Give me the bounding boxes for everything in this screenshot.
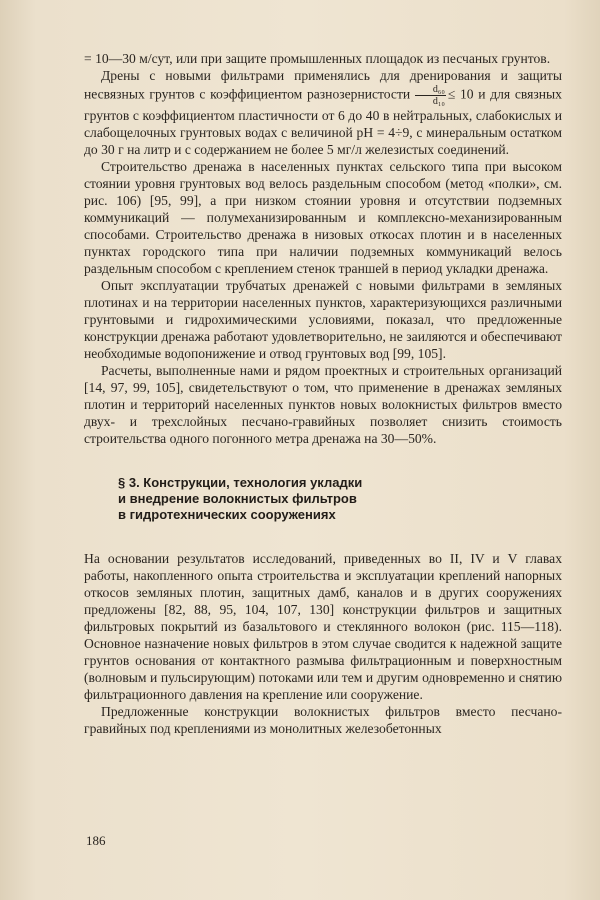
- paragraph-filter-application-text-2: ≤ 10 и для связных грунтов с коэффициентом пластичности от 6 до 40 в нейтральных, слабокислых и слабощелочных грунтовых водах с величиной pH = 4÷9, с минеральным остатком до 30 г на литр и с содержанием не более 5 мг/л железистых соединений.: [84, 86, 562, 157]
- paragraph-research-basis: На основании результатов исследований, приведенных во II, IV и V главах работы, накопленного опыта строительства и эксплуатации креплений напорных откосов земляных плотин, защитных дамб, каналов и в других сооружениях предложены [82, 88, 95, 104, 107, 130] конструкции фильтров и защитных фильтровых покрытий из базальтового и стеклянного волокон (рис. 115—118). Основное назначение новых фильтров в этом случае сводится к надежной защите грунтов основания от контактного размыва фильтрационным и поверхностным (волновым и пульсирующим) потоками или тем и другим одновременно и снятию фильтрационного давления на крепление или сооружение.: [84, 551, 562, 702]
- section-heading-line-3: в гидротехнических сооружениях: [118, 507, 336, 522]
- paragraph-intro-continuation: = 10—30 м/сут, или при защите промышленных площадок из песчаных грунтов.: [84, 51, 551, 66]
- section-heading: [118, 475, 562, 523]
- section-heading-line-1: § 3. Конструкции, технология укладки: [118, 475, 363, 490]
- section-heading-line-2: и внедрение волокнистых фильтров: [118, 491, 357, 506]
- paragraph-operating-experience: Опыт эксплуатации трубчатых дренажей с новыми фильтрами в земляных плотинах и на территории населенных пунктов, характеризующихся различными грунтовыми и гидрохимическими условиями, показал, что предложенные конструкции дренажа работают удовлетворительно, не заиляются и обеспечивают необходимые водопонижение и отвод грунтовых вод [99, 105].: [84, 278, 562, 361]
- paragraph-filter-application-text-1: Дрены с новыми фильтрами применялись для дренирования и защиты несвязных грунтов с коэффициентом разнозернистости: [84, 68, 562, 102]
- fraction-numerator: d₆₀: [415, 84, 446, 96]
- fraction-denominator: d₁₀: [432, 96, 445, 107]
- uniformity-coefficient-fraction: [415, 84, 446, 107]
- section-spacer: [84, 523, 562, 550]
- paragraph-filter-application: [84, 67, 562, 158]
- page-number: 186: [86, 833, 106, 848]
- paragraph-drainage-construction: Строительство дренажа в населенных пунктах сельского типа при высоком стоянии уровня грунтовых вод велось раздельным способом (метод «полки», см. рис. 106) [95, 99], а при низком стоянии уровня и отсутствии подземных коммуникаций — полумеханизированным и комплексно-механизированным способами. Строительство дренажа в низовых откосах плотин и в населенных пунктах городского типа при наличии подземных коммуникаций велось раздельным способом с креплением стенок траншей в период укладки дренажа.: [84, 159, 562, 276]
- paragraph-cost-calculation: Расчеты, выполненные нами и рядом проектных и строительных организаций [14, 97, 99, 105], свидетельствуют о том, что применение в дренажах земляных плотин и территорий населенных пунктов новых волокнистых фильтров вместо двух- и трехслойных песчано-гравийных позволяет снизить стоимость строительства одного погонного метра дренажа на 30—50%.: [84, 363, 562, 446]
- paragraph-proposed-constructions: Предложенные конструкции волокнистых фильтров вместо песчано-гравийных под креплениями из монолитных железобетонных: [84, 704, 562, 736]
